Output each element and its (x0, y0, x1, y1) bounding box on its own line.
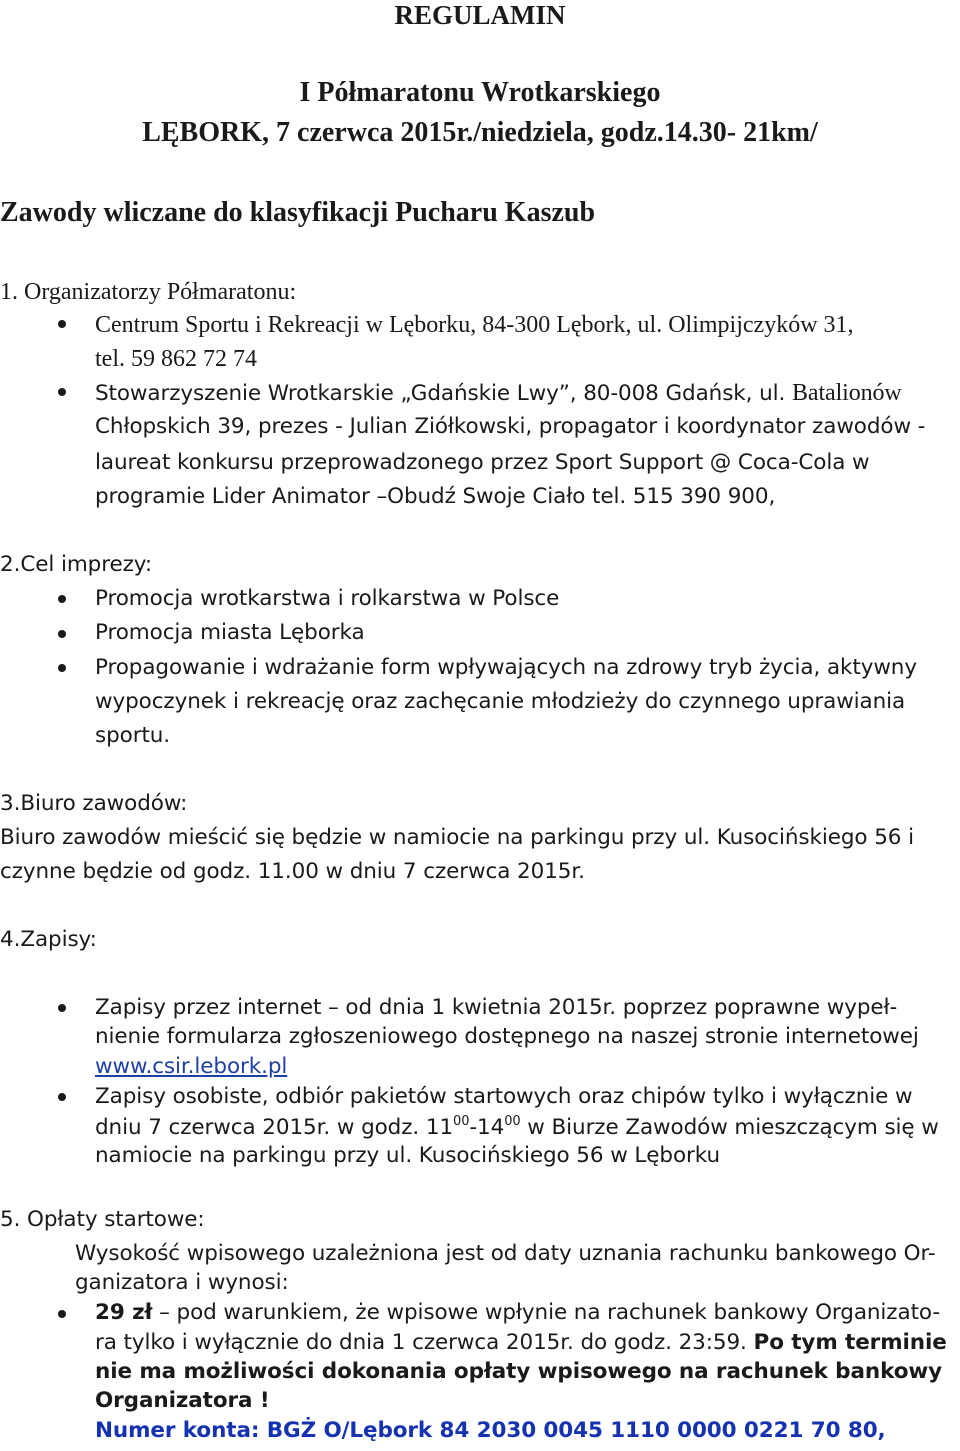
goal-3-line-1: Propagowanie i wdrażanie form wpływających na zdrowy tryb życia, aktywny (95, 655, 917, 680)
fee-warning-end: Organizatora ! (95, 1388, 270, 1413)
fee-warning-line: nie ma możliwości dokonania opłaty wpisowego na rachunek bankowy (95, 1359, 943, 1384)
section-3-heading: 3.Biuro zawodów: (0, 791, 188, 816)
section-5-heading: 5. Opłaty startowe: (0, 1207, 205, 1232)
hour-superscript: 00 (504, 1114, 521, 1129)
organizer-1-line-1: Centrum Sportu i Rekreacji w Lęborku, 84-300 Lębork, ul. Olimpijczyków 31, (95, 312, 854, 338)
bullet-icon (58, 1093, 66, 1101)
hour-superscript: 00 (453, 1114, 470, 1129)
goal-3-line-3: sportu. (95, 723, 171, 748)
office-line-1: Biuro zawodów mieścić się będzie w namiocie na parkingu przy ul. Kusocińskiego 56 i (0, 825, 914, 850)
organizer-2-text: Stowarzyszenie Wrotkarskie „Gdańskie Lwy”, 80-008 Gdańsk, ul. (95, 381, 786, 406)
fee-line-2 (95, 1332, 947, 1354)
registration-hours-text: dniu 7 czerwca 2015r. w godz. 11 (95, 1115, 454, 1140)
organizer-2-line-3: laureat konkursu przeprowadzonego przez Sport Support @ Coca-Cola w (95, 450, 870, 475)
fee-warning-start: Po tym terminie (753, 1330, 947, 1355)
registration-personal-line-1: Zapisy osobiste, odbiór pakietów startowych oraz chipów tylko i wyłącznie w (95, 1084, 913, 1109)
bullet-icon (58, 1004, 66, 1012)
cup-classification: Zawody wliczane do klasyfikacji Pucharu Kaszub (0, 197, 596, 228)
goal-3-line-2: wypoczynek i rekreację oraz zachęcanie młodzieży do czynnego uprawiania (95, 689, 906, 714)
organizer-2-line-2: Chłopskich 39, prezes - Julian Ziółkowski, propagator i koordynator zawodów - (95, 414, 926, 439)
office-line-2: czynne będzie od godz. 11.00 w dniu 7 czerwca 2015r. (0, 859, 585, 884)
fee-line-1 (95, 1302, 940, 1324)
registration-online-line-1: Zapisy przez internet – od dnia 1 kwietnia 2015r. poprzez poprawne wypeł- (95, 995, 898, 1020)
bullet-icon (58, 595, 66, 603)
registration-personal-line-2 (95, 1115, 939, 1139)
section-1-heading: 1. Organizatorzy Półmaratonu: (0, 279, 297, 305)
organizer-2-line-1 (95, 381, 902, 405)
registration-online-line-2: nienie formularza zgłoszeniowego dostępnego na naszej stronie internetowej (95, 1024, 919, 1049)
fees-intro-line-1: Wysokość wpisowego uzależniona jest od daty uznania rachunku bankowego Or- (75, 1241, 936, 1266)
bullet-icon (58, 320, 66, 328)
section-4-heading: 4.Zapisy: (0, 927, 97, 952)
website-link[interactable]: www.csir.lebork.pl (95, 1054, 288, 1079)
organizer-2-line-4: programie Lider Animator –Obudź Swoje Ciało tel. 515 390 900, (95, 484, 776, 509)
registration-hours-end: -14 (469, 1115, 505, 1140)
organizer-1-line-2: tel. 59 862 72 74 (95, 346, 257, 372)
fee-condition: – pod warunkiem, że wpisowe wpłynie na rachunek bankowy Organizato- (152, 1300, 941, 1325)
registration-personal-line-3: namiocie na parkingu przy ul. Kusocińskiego 56 w Lęborku (95, 1143, 720, 1168)
document-title: REGULAMIN (394, 0, 566, 30)
bullet-icon (58, 630, 66, 638)
registration-place-text: w Biurze Zawodów mieszczącym się w (520, 1115, 939, 1140)
bank-account-number: Numer konta: BGŻ O/Lębork 84 2030 0045 1110 0000 0221 70 80, (95, 1418, 886, 1443)
organizer-2-text-end: Batalionów (791, 380, 902, 406)
goal-2: Promocja miasta Lęborka (95, 620, 365, 645)
goal-1: Promocja wrotkarstwa i rolkarstwa w Polsce (95, 586, 560, 611)
event-date-line: LĘBORK, 7 czerwca 2015r./niedziela, godz.14.30- 21km/ (142, 117, 818, 148)
event-name: I Półmaratonu Wrotkarskiego (299, 77, 661, 108)
fee-deadline: ra tylko i wyłącznie do dnia 1 czerwca 2015r. do godz. 23:59. (95, 1330, 754, 1355)
fee-price: 29 zł (95, 1300, 153, 1325)
bullet-icon (58, 1310, 66, 1318)
fees-intro-line-2: ganizatora i wynosi: (75, 1270, 289, 1295)
bullet-icon (58, 388, 66, 396)
section-2-heading: 2.Cel imprezy: (0, 552, 153, 577)
bullet-icon (58, 664, 66, 672)
